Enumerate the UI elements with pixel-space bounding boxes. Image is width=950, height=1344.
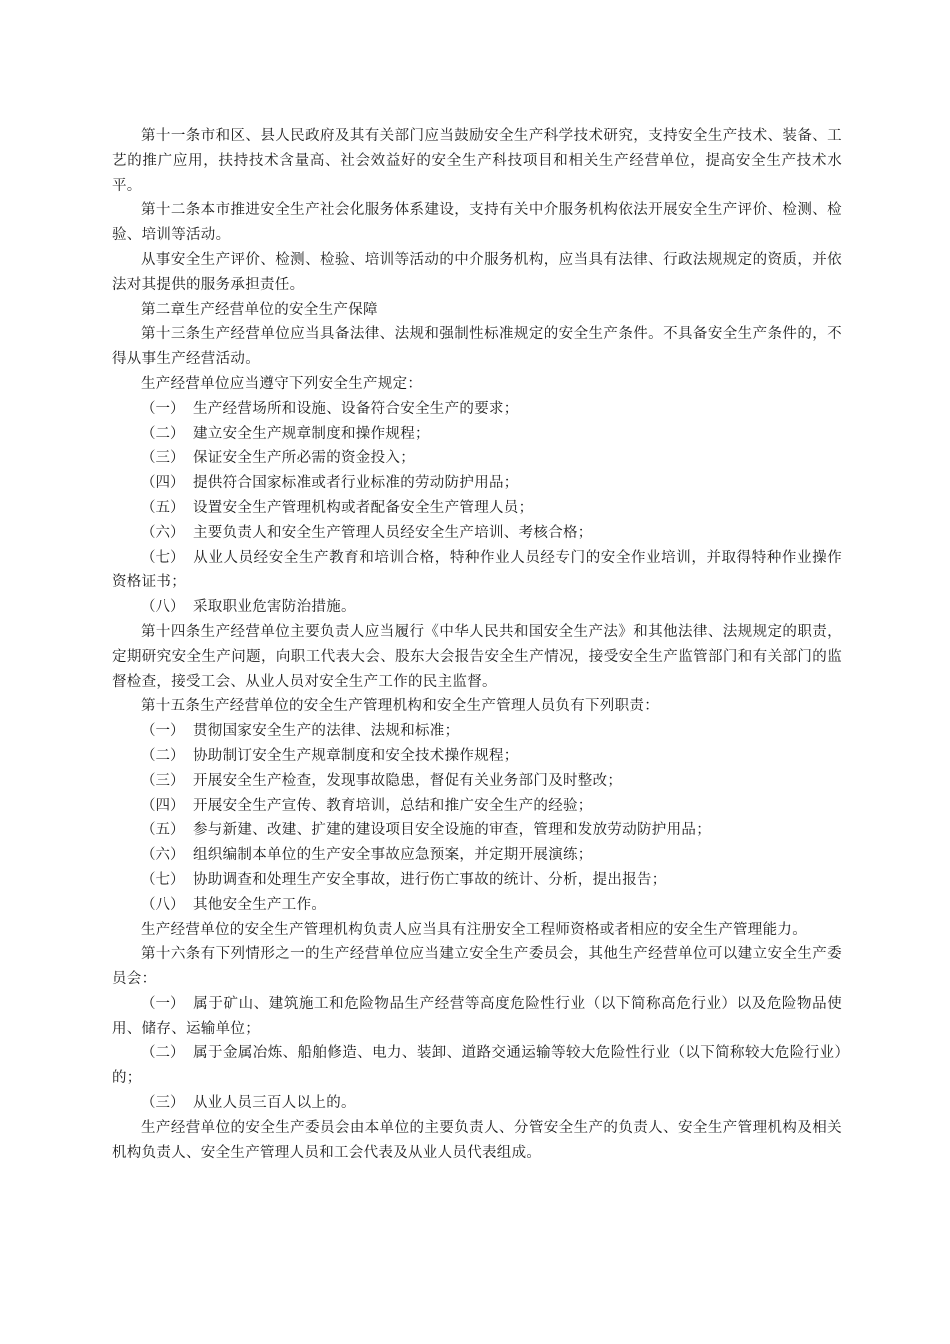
list-text: 参与新建、改建、扩建的建设项目安全设施的审查，管理和发放劳动防护用品； — [193, 822, 711, 839]
list-item — [112, 893, 842, 918]
paragraph: 第十三条生产经营单位应当具备法律、法规和强制性标准规定的安全生产条件。不具备安全生产条件的，不得从事生产经营活动。 — [112, 326, 842, 368]
list-item — [112, 1041, 842, 1091]
list-item — [112, 769, 842, 794]
list-text: 建立安全生产规章制度和操作规程； — [193, 425, 430, 442]
list-item — [112, 521, 842, 546]
list-text: 生产经营场所和设施、设备符合安全生产的要求； — [193, 400, 519, 417]
list-text: 属于金属冶炼、船舶修造、电力、装卸、道路交通运输等较大危险性行业（以下简称较大危险行业）的； — [112, 1045, 842, 1087]
list-number: （五） — [141, 822, 185, 839]
chapter-heading: 第二章生产经营单位的安全生产保障 — [141, 301, 378, 318]
list-number: （二） — [141, 747, 185, 764]
list-item — [112, 818, 842, 843]
list-number: （五） — [141, 499, 185, 516]
list-item — [112, 719, 842, 744]
list-number: （八） — [141, 599, 185, 616]
list-text: 贯彻国家安全生产的法律、法规和标准； — [193, 723, 460, 740]
paragraph: 生产经营单位的安全生产管理机构负责人应当具有注册安全工程师资格或者相应的安全生产管理能力。 — [141, 921, 807, 938]
list-item — [112, 868, 842, 893]
list-item — [112, 595, 842, 620]
list-item — [112, 422, 842, 447]
list-number: （八） — [141, 896, 185, 913]
paragraph: 第十五条生产经营单位的安全生产管理机构和安全生产管理人员负有下列职责： — [141, 698, 659, 715]
list-item — [112, 744, 842, 769]
list-item — [112, 546, 842, 596]
list-number: （一） — [141, 400, 185, 417]
list-number: （七） — [141, 549, 185, 566]
list-number: （四） — [141, 797, 185, 814]
list-item — [112, 1091, 842, 1116]
list-text: 开展安全生产宣传、教育培训，总结和推广安全生产的经验； — [193, 797, 593, 814]
list-number: （二） — [141, 1045, 185, 1062]
list-item — [112, 397, 842, 422]
list-number: （二） — [141, 425, 185, 442]
list-number: （七） — [141, 871, 185, 888]
paragraph: 生产经营单位应当遵守下列安全生产规定： — [141, 375, 423, 392]
list-item — [112, 446, 842, 471]
list-text: 提供符合国家标准或者行业标准的劳动防护用品； — [193, 475, 519, 492]
list-number: （一） — [141, 995, 185, 1012]
list-text: 设置安全生产管理机构或者配备安全生产管理人员； — [193, 499, 534, 516]
list-number: （六） — [141, 847, 185, 864]
list-item — [112, 794, 842, 819]
list-text: 从业人员经安全生产教育和培训合格，特种作业人员经专门的安全作业培训，并取得特种作业操作资格证书； — [112, 549, 842, 591]
list-text: 组织编制本单位的生产安全事故应急预案，并定期开展演练； — [193, 847, 593, 864]
paragraph: 从事安全生产评价、检测、检验、培训等活动的中介服务机构，应当具有法律、行政法规规定的资质，并依法对其提供的服务承担责任。 — [112, 251, 842, 293]
list-item — [112, 471, 842, 496]
list-number: （六） — [141, 524, 185, 541]
list-item — [112, 496, 842, 521]
list-number: （三） — [141, 450, 185, 467]
list-number: （一） — [141, 723, 185, 740]
list-text: 属于矿山、建筑施工和危险物品生产经营等高度危险性行业（以下简称高危行业）以及危险物品使用、储存、运输单位； — [112, 995, 842, 1037]
paragraph: 第十一条市和区、县人民政府及其有关部门应当鼓励安全生产科学技术研究，支持安全生产技术、装备、工艺的推广应用，扶持技术含量高、社会效益好的安全生产科技项目和相关生产经营单位，提高安全生产技术水平。 — [112, 128, 842, 194]
list-number: （三） — [141, 1095, 185, 1112]
list-text: 采取职业危害防治措施。 — [193, 599, 356, 616]
list-text: 从业人员三百人以上的。 — [193, 1095, 356, 1112]
paragraph: 第十二条本市推进安全生产社会化服务体系建设，支持有关中介服务机构依法开展安全生产评价、检测、检验、培训等活动。 — [112, 202, 842, 244]
list-item — [112, 992, 842, 1042]
list-text: 保证安全生产所必需的资金投入； — [193, 450, 415, 467]
list-item — [112, 843, 842, 868]
list-text: 协助调查和处理生产安全事故，进行伤亡事故的统计、分析，提出报告； — [193, 871, 667, 888]
paragraph: 第十四条生产经营单位主要负责人应当履行《中华人民共和国安全生产法》和其他法律、法规规定的职责，定期研究安全生产问题，向职工代表大会、股东大会报告安全生产情况，接受安全生产监管部门和有关部门的监督检查，接受工会、从业人员对安全生产工作的民主监督。 — [112, 623, 842, 690]
list-text: 协助制订安全生产规章制度和安全技术操作规程； — [193, 747, 519, 764]
list-text: 主要负责人和安全生产管理人员经安全生产培训、考核合格； — [193, 524, 593, 541]
list-number: （三） — [141, 772, 185, 789]
list-text: 开展安全生产检查，发现事故隐患，督促有关业务部门及时整改； — [193, 772, 623, 789]
list-number: （四） — [141, 475, 185, 492]
list-text: 其他安全生产工作。 — [193, 896, 327, 913]
document-body — [112, 124, 842, 1165]
paragraph: 第十六条有下列情形之一的生产经营单位应当建立安全生产委员会，其他生产经营单位可以建立安全生产委员会： — [112, 946, 842, 988]
paragraph: 生产经营单位的安全生产委员会由本单位的主要负责人、分管安全生产的负责人、安全生产管理机构及相关机构负责人、安全生产管理人员和工会代表及从业人员代表组成。 — [112, 1119, 842, 1161]
